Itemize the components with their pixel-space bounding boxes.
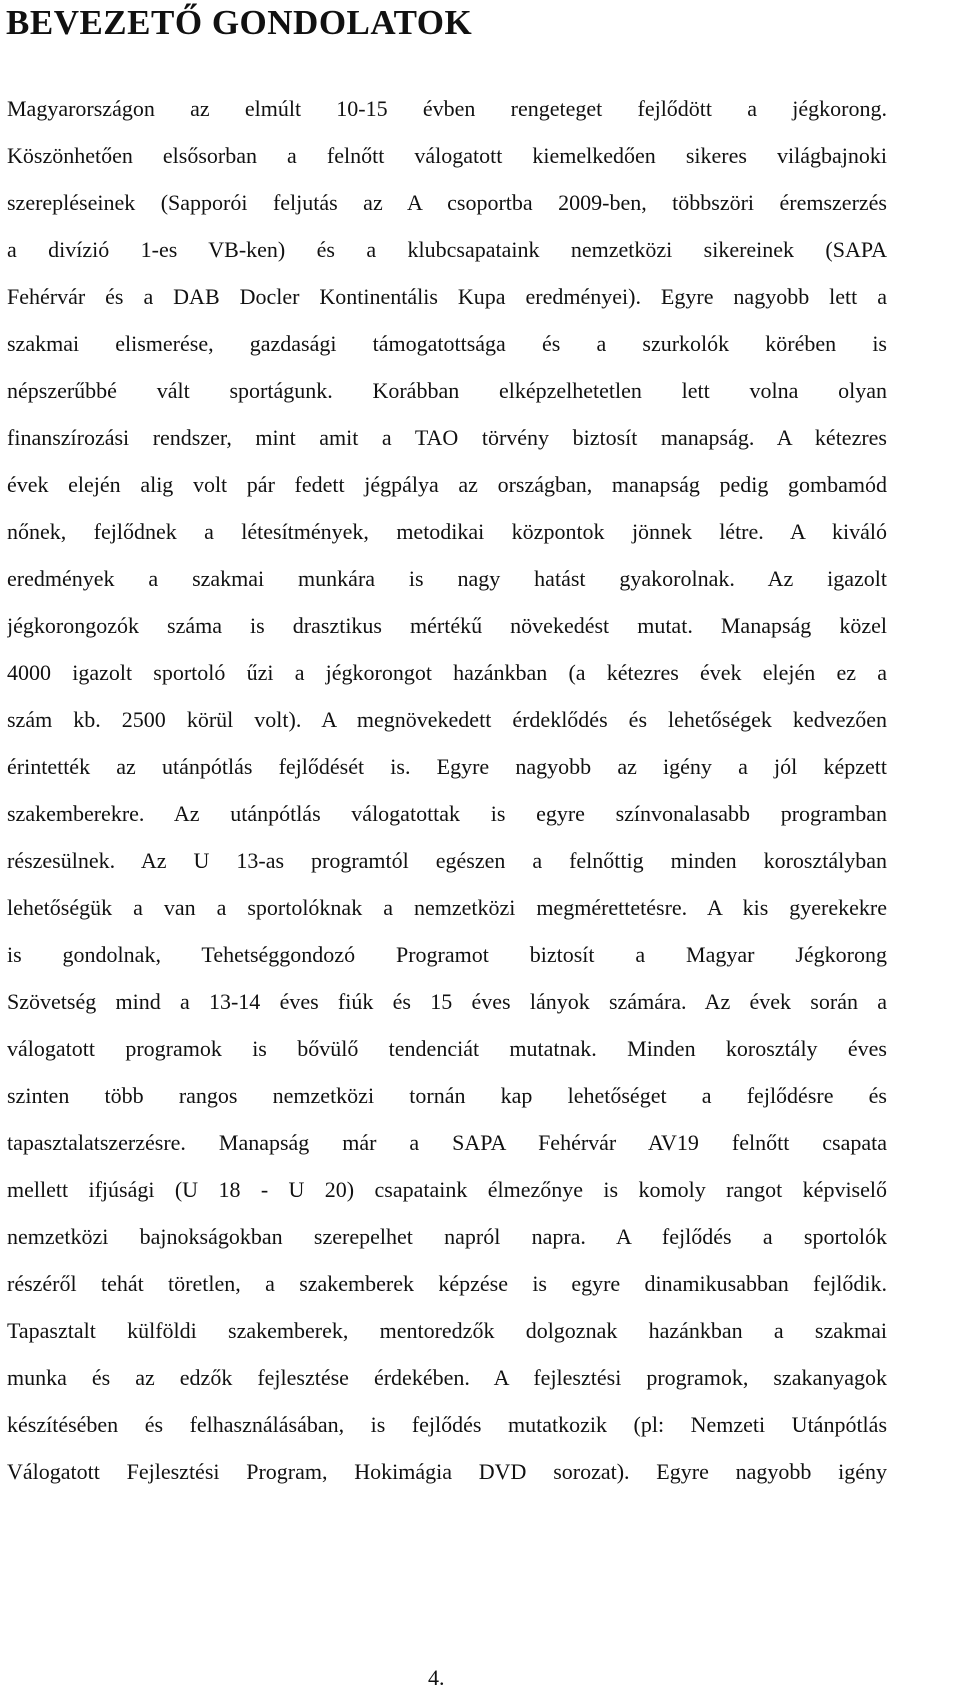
page-number: 4.	[428, 1665, 445, 1690]
paragraph-line-27: Tapasztalt külföldi szakemberek, mentoredzők dolgoznak hazánkban a szakmai	[7, 1318, 887, 1343]
paragraph-line-14: szám kb. 2500 körül volt). A megnövekedett érdeklődés és lehetőségek kedvezően	[7, 707, 887, 732]
paragraph-line-20: Szövetség mind a 13-14 éves fiúk és 15 éves lányok számára. Az évek során a	[7, 989, 887, 1014]
paragraph-line-30: Válogatott Fejlesztési Program, Hokimágia DVD sorozat). Egyre nagyobb igény	[7, 1459, 887, 1484]
paragraph-line-5: Fehérvár és a DAB Docler Kontinentális Kupa eredményei). Egyre nagyobb lett a	[7, 284, 887, 309]
paragraph-line-7: népszerűbbé vált sportágunk. Korábban elképzelhetetlen lett volna olyan	[7, 378, 887, 403]
paragraph-line-16: szakemberekre. Az utánpótlás válogatottak is egyre színvonalasabb programban	[7, 801, 887, 826]
paragraph-line-24: mellett ifjúsági (U 18 - U 20) csapataink élmezőnye is komoly rangot képviselő	[7, 1177, 887, 1202]
page-title: BEVEZETŐ GONDOLATOK	[6, 3, 473, 42]
paragraph-line-12: jégkorongozók száma is drasztikus mértékű növekedést mutat. Manapság közel	[7, 613, 887, 638]
paragraph-line-3: szerepléseinek (Sapporói feljutás az A csoportba 2009-ben, többszöri éremszerzés	[7, 190, 887, 215]
paragraph-line-28: munka és az edzők fejlesztése érdekében. A fejlesztési programok, szakanyagok	[7, 1365, 887, 1390]
paragraph-line-23: tapasztalatszerzésre. Manapság már a SAPA Fehérvár AV19 felnőtt csapata	[7, 1130, 887, 1155]
paragraph-line-22: szinten több rangos nemzetközi tornán kap lehetőséget a fejlődésre és	[7, 1083, 887, 1108]
paragraph-line-13: 4000 igazolt sportoló űzi a jégkorongot hazánkban (a kétezres évek elején ez a	[7, 660, 887, 685]
paragraph-line-26: részéről tehát töretlen, a szakemberek képzése is egyre dinamikusabban fejlődik.	[7, 1271, 887, 1296]
paragraph-line-4: a divízió 1-es VB-ken) és a klubcsapataink nemzetközi sikereinek (SAPA	[7, 237, 887, 262]
paragraph-line-19: is gondolnak, Tehetséggondozó Programot biztosít a Magyar Jégkorong	[7, 942, 887, 967]
paragraph-line-18: lehetőségük a van a sportolóknak a nemzetközi megmérettetésre. A kis gyerekekre	[7, 895, 887, 920]
paragraph-line-2: Köszönhetően elsősorban a felnőtt válogatott kiemelkedően sikeres világbajnoki	[7, 143, 887, 168]
paragraph-line-21: válogatott programok is bővülő tendenciát mutatnak. Minden korosztály éves	[7, 1036, 887, 1061]
paragraph-line-11: eredmények a szakmai munkára is nagy hatást gyakorolnak. Az igazolt	[7, 566, 887, 591]
paragraph-line-15: érintették az utánpótlás fejlődését is. Egyre nagyobb az igény a jól képzett	[7, 754, 887, 779]
paragraph-line-10: nőnek, fejlődnek a létesítmények, metodikai központok jönnek létre. A kiváló	[7, 519, 887, 544]
paragraph-line-9: évek elején alig volt pár fedett jégpálya az országban, manapság pedig gombamód	[7, 472, 887, 497]
body-paragraph	[7, 85, 887, 1495]
paragraph-line-17: részesülnek. Az U 13-as programtól egészen a felnőttig minden korosztályban	[7, 848, 887, 873]
paragraph-line-25: nemzetközi bajnokságokban szerepelhet napról napra. A fejlődés a sportolók	[7, 1224, 887, 1249]
paragraph-line-29: készítésében és felhasználásában, is fejlődés mutatkozik (pl: Nemzeti Utánpótlás	[7, 1412, 887, 1437]
paragraph-line-8: finanszírozási rendszer, mint amit a TAO törvény biztosít manapság. A kétezres	[7, 425, 887, 450]
paragraph-line-6: szakmai elismerése, gazdasági támogatottsága és a szurkolók körében is	[7, 331, 887, 356]
paragraph-line-1: Magyarországon az elmúlt 10-15 évben rengeteget fejlődött a jégkorong.	[7, 96, 887, 121]
